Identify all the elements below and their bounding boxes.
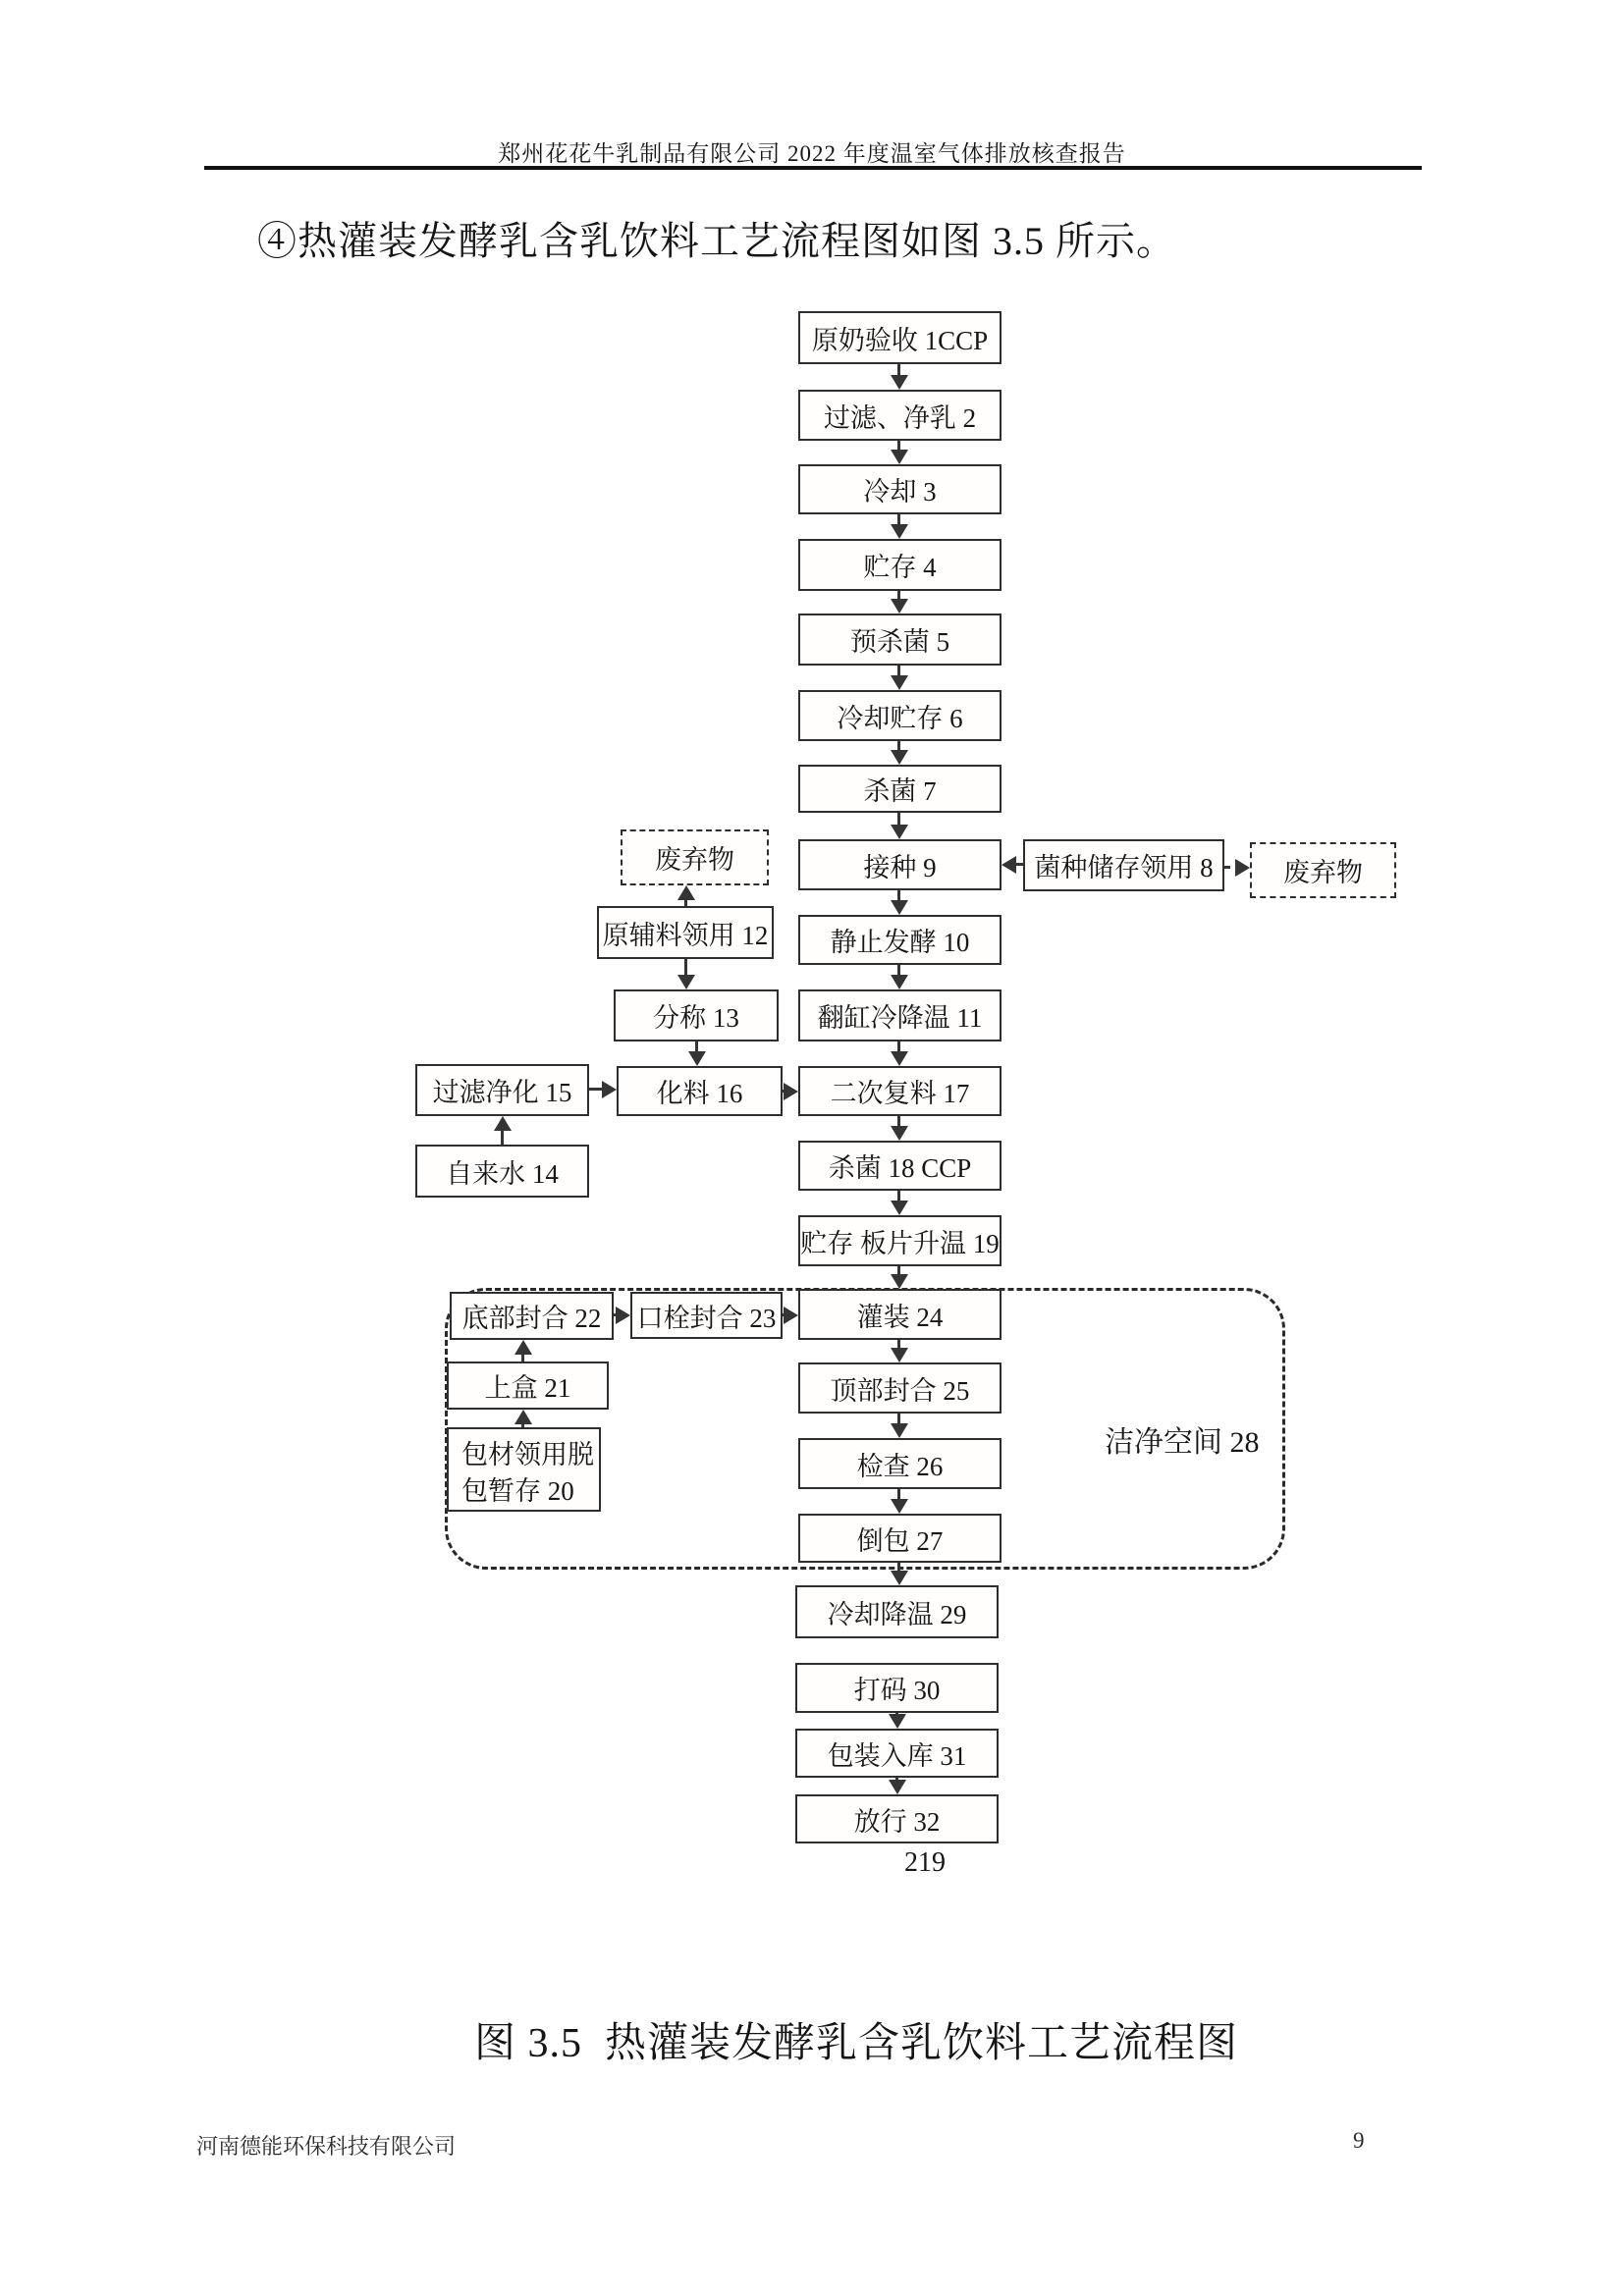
arrow-s15-s16 [589,1088,602,1091]
arrow-s5-s6 [897,666,900,675]
node-raw-milk-acceptance: 原奶验收 1CCP [798,311,1001,364]
figure-caption: 图 3.5 热灌装发酵乳含乳饮料工艺流程图 [473,2021,1238,2066]
node-second-mix-17: 二次复料 17 [798,1066,1001,1116]
footer-company: 河南德能环保科技有限公司 [196,2134,457,2159]
node-filter-purify-15: 过滤净化 15 [415,1064,589,1116]
node-repack-27: 倒包 27 [798,1514,1001,1563]
node-packaging-material-20 [447,1427,601,1512]
node-storage-4: 贮存 4 [798,539,1001,591]
arrow-s6-s7 [897,741,900,750]
arrow-s1-s2 [897,364,900,375]
arrow-s8-waste-right [1224,866,1235,869]
node-cooling-3: 冷却 3 [798,464,1001,514]
arrow-s11-s17 [897,1041,900,1051]
node-packaging-material-20-line2: 包暂存 20 [461,1476,574,1506]
node-filling-24: 灌装 24 [798,1289,1001,1340]
node-pre-sterilize-5: 预杀菌 5 [798,614,1001,666]
header-rule [204,166,1422,170]
arrow-s24-s25 [897,1340,900,1348]
arrow-s18-s19 [897,1191,900,1201]
node-top-sealing-25: 顶部封合 25 [798,1362,1001,1414]
node-weighing-13: 分称 13 [614,989,779,1041]
node-sterilize-7: 杀菌 7 [798,765,1001,813]
arrow-s19-s24 [897,1266,900,1274]
node-tank-cooling-11: 翻缸冷降温 11 [798,989,1001,1041]
arrow-s16-s17 [783,1090,784,1093]
node-coding-30: 打码 30 [795,1663,999,1713]
arrow-s7-s9 [897,813,900,825]
arrow-s10-s11 [897,965,900,975]
node-tap-water-14: 自来水 14 [415,1145,589,1198]
node-filter-purify-milk: 过滤、净乳 2 [798,390,1001,441]
node-inoculation-9: 接种 9 [798,839,1001,890]
node-packaging-material-20-line1: 包材领用脱 [461,1440,594,1469]
arrow-s13-s16 [695,1041,698,1051]
arrow-s17-s18 [897,1116,900,1126]
intro-paragraph: ④热灌装发酵乳含乳饮料工艺流程图如图 3.5 所示。 [257,219,1176,263]
arrow-s23-s24 [783,1313,784,1316]
clean-space-label: 洁净空间 28 [1105,1426,1260,1459]
arrow-s27-s29 [897,1563,900,1571]
arrow-s9-s10 [897,890,900,900]
footer-page-number: 9 [1353,2128,1365,2153]
node-cool-down-29: 冷却降温 29 [795,1585,999,1638]
arrow-s26-s27 [897,1489,900,1499]
node-inspection-26: 检查 26 [798,1438,1001,1489]
waste-box-left: 废弃物 [621,829,769,885]
node-spout-sealing-23: 口栓封合 23 [630,1292,783,1339]
node-storage-plate-heating-19: 贮存 板片升温 19 [798,1215,1001,1266]
arrow-s14-s15 [501,1131,504,1145]
node-sterilize-18-ccp: 杀菌 18 CCP [798,1141,1001,1191]
waste-box-right: 废弃物 [1250,842,1396,898]
arrow-s22-s23 [614,1313,616,1316]
node-release-32: 放行 32 [795,1794,999,1843]
node-carton-up-21: 上盒 21 [447,1362,609,1410]
page-header-title: 郑州花花牛乳制品有限公司 2022 年度温室气体排放核查报告 [498,141,1126,166]
arrow-s2-s3 [897,441,900,450]
arrow-s4-s5 [897,591,900,599]
flow-footnote: 219 [904,1847,946,1878]
arrow-s3-s4 [897,514,900,524]
node-pack-warehouse-31: 包装入库 31 [795,1729,999,1778]
node-raw-aux-material-12: 原辅料领用 12 [597,906,774,959]
arrow-s12-s13 [684,959,687,975]
arrow-s25-s26 [897,1414,900,1423]
node-culture-storage-8: 菌种储存领用 8 [1023,839,1224,891]
node-bottom-sealing-22: 底部封合 22 [450,1292,614,1340]
arrow-s8-s9 [1016,863,1023,866]
node-dissolve-16: 化料 16 [617,1066,783,1116]
arrow-s21-s22 [521,1355,524,1362]
node-cool-storage-6: 冷却贮存 6 [798,690,1001,741]
node-static-ferment-10: 静止发酵 10 [798,915,1001,965]
